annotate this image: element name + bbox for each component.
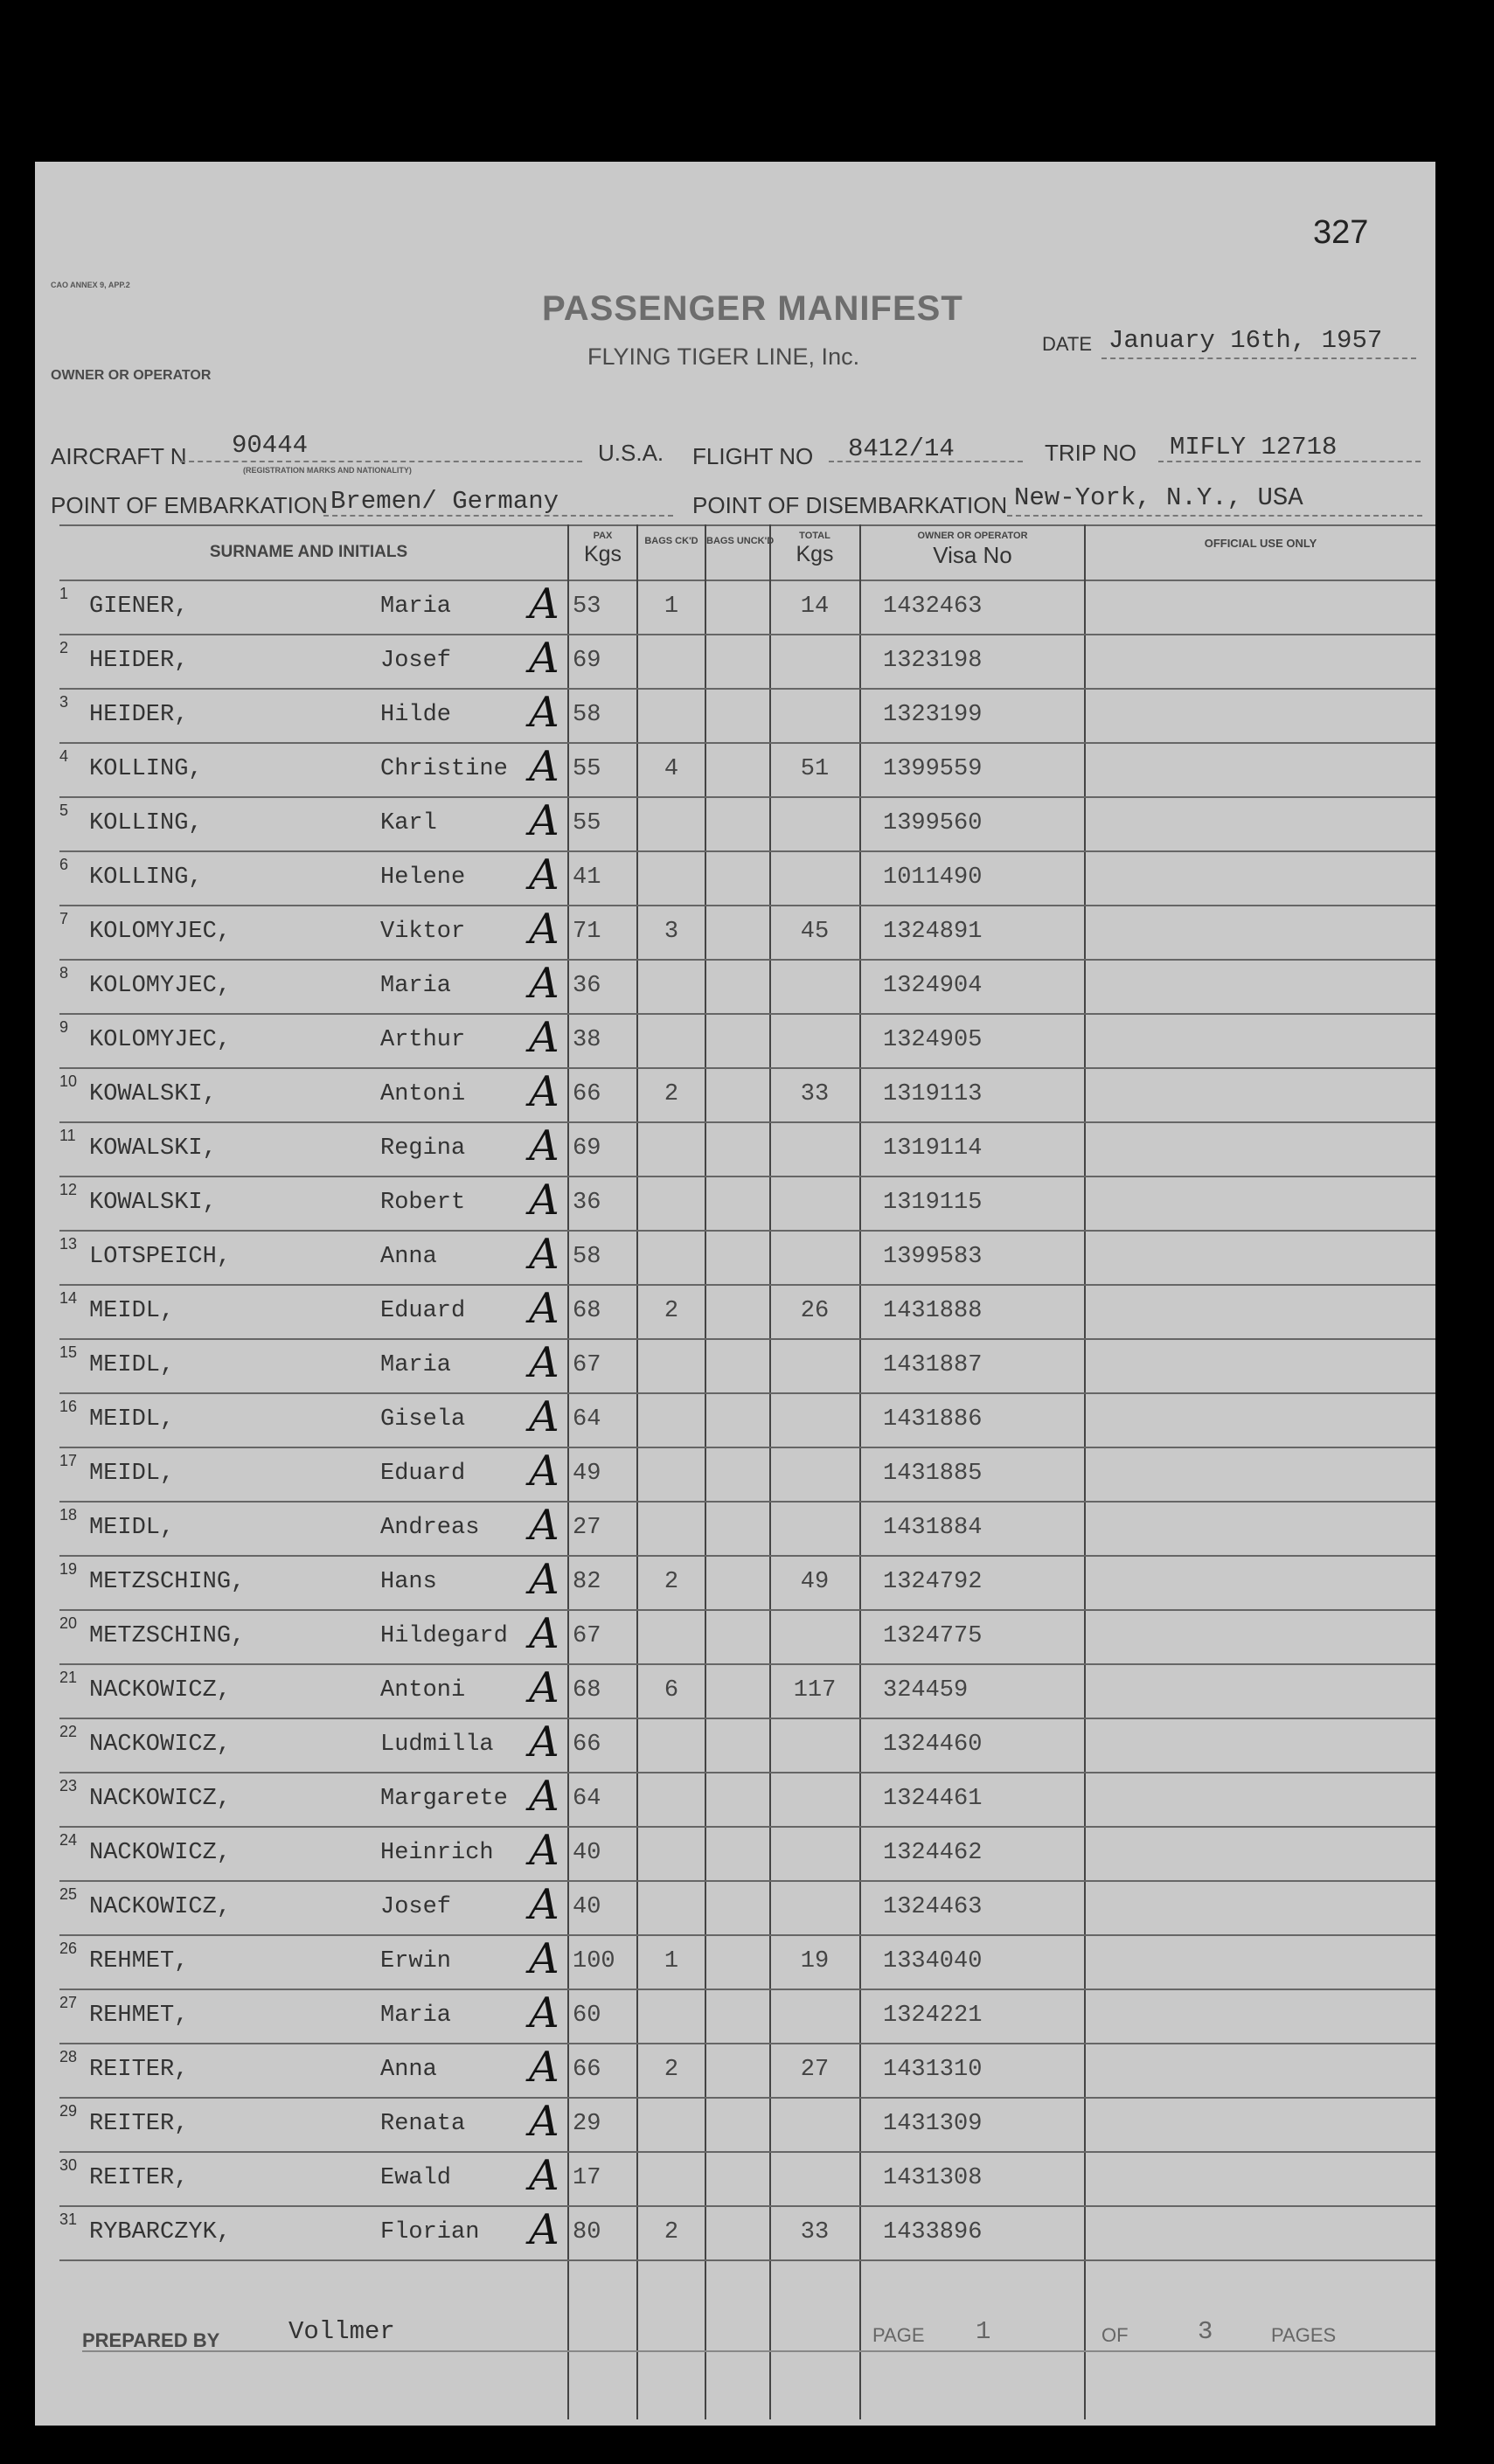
table-row xyxy=(35,1340,1435,1394)
trip-label: TRIP NO xyxy=(1045,440,1136,466)
visa-number: 1399559 xyxy=(883,756,983,782)
passenger-surname: NACKOWICZ, xyxy=(89,1894,232,1920)
bags-checked: 2 xyxy=(664,2057,679,2083)
table-row xyxy=(35,2099,1435,2153)
alien-mark: A xyxy=(529,1013,559,1062)
trip-value: MIFLY 12718 xyxy=(1170,433,1338,462)
baggage-total: 14 xyxy=(800,593,830,620)
visa-number: 1431885 xyxy=(883,1461,983,1487)
passenger-given-name: Anna xyxy=(380,2057,437,2083)
passenger-surname: NACKOWICZ, xyxy=(89,1786,232,1812)
passenger-given-name: Maria xyxy=(380,1352,452,1378)
alien-mark: A xyxy=(529,580,559,628)
row-number: 16 xyxy=(59,1398,78,1415)
passenger-surname: METZSCHING, xyxy=(89,1569,246,1595)
bags-checked: 1 xyxy=(664,593,679,620)
passenger-given-name: Viktor xyxy=(380,919,466,945)
passenger-weight: 49 xyxy=(573,1461,601,1487)
passenger-weight: 67 xyxy=(573,1352,601,1378)
embarkation-underline xyxy=(323,515,673,517)
baggage-total: 19 xyxy=(800,1948,830,1975)
passenger-given-name: Josef xyxy=(380,1894,452,1920)
col-surname-header: SURNAME AND INITIALS xyxy=(209,543,408,561)
alien-mark: A xyxy=(529,1609,559,1658)
passenger-given-name: Karl xyxy=(380,810,437,836)
row-number: 28 xyxy=(59,2048,78,2065)
visa-number: 1431887 xyxy=(883,1352,983,1378)
passenger-given-name: Eduard xyxy=(380,1461,466,1487)
page-label: PAGE xyxy=(872,2324,925,2346)
passenger-surname: LOTSPEICH, xyxy=(89,1244,232,1270)
col-official-header: OFFICIAL USE ONLY xyxy=(1204,537,1317,550)
alien-mark: A xyxy=(529,1501,559,1550)
passenger-weight: 66 xyxy=(573,1732,601,1758)
alien-mark: A xyxy=(529,1338,559,1387)
table-row xyxy=(35,1177,1435,1232)
of-label: OF xyxy=(1101,2324,1129,2346)
passenger-surname: NACKOWICZ, xyxy=(89,1840,232,1866)
col-kgs-header: PAX Kgs xyxy=(583,531,622,566)
passenger-given-name: Ludmilla xyxy=(380,1732,494,1758)
alien-mark: A xyxy=(529,2043,559,2092)
row-number: 10 xyxy=(59,1072,78,1090)
row-number: 25 xyxy=(59,1885,78,1903)
bags-checked: 1 xyxy=(664,1948,679,1975)
passenger-surname: MEIDL, xyxy=(89,1352,175,1378)
alien-mark: A xyxy=(529,1176,559,1225)
alien-mark: A xyxy=(529,959,559,1008)
passenger-weight: 71 xyxy=(573,919,601,945)
country-label: U.S.A. xyxy=(598,440,664,466)
alien-mark: A xyxy=(529,1555,559,1604)
passenger-surname: KOWALSKI, xyxy=(89,1190,217,1216)
table-row xyxy=(35,852,1435,906)
table-top-rule xyxy=(59,524,1435,526)
visa-number: 1324775 xyxy=(883,1623,983,1649)
document-title: PASSENGER MANIFEST xyxy=(542,289,963,328)
table-row xyxy=(35,2044,1435,2099)
passenger-given-name: Eduard xyxy=(380,1298,466,1324)
visa-number: 1334040 xyxy=(883,1948,983,1975)
embarkation-value: Bremen/ Germany xyxy=(330,487,559,516)
baggage-total: 27 xyxy=(800,2057,830,2083)
bags-checked: 2 xyxy=(664,1298,679,1324)
row-number: 9 xyxy=(59,1018,69,1036)
passenger-surname: KOWALSKI, xyxy=(89,1135,217,1162)
row-number: 31 xyxy=(59,2211,78,2228)
passenger-given-name: Margarete xyxy=(380,1786,508,1812)
visa-number: 1319114 xyxy=(883,1135,983,1162)
visa-number: 1432463 xyxy=(883,593,983,620)
table-row xyxy=(35,1611,1435,1665)
visa-number: 1323198 xyxy=(883,648,983,674)
page-value: 1 xyxy=(976,2317,991,2346)
baggage-total: 33 xyxy=(800,1081,830,1107)
flight-label: FLIGHT NO xyxy=(692,443,814,469)
visa-number: 1011490 xyxy=(883,864,983,891)
row-number: 4 xyxy=(59,747,69,765)
bags-checked: 2 xyxy=(664,1569,679,1595)
table-row xyxy=(35,1448,1435,1503)
passenger-surname: REITER, xyxy=(89,2165,189,2191)
bags-checked: 2 xyxy=(664,1081,679,1107)
row-number: 3 xyxy=(59,693,69,711)
alien-mark: A xyxy=(529,2205,559,2254)
disembarkation-underline xyxy=(1007,515,1422,517)
row-number: 11 xyxy=(59,1127,76,1144)
visa-number: 1324221 xyxy=(883,2002,983,2029)
col-bags-unckd-header: BAGS UNCK'D xyxy=(706,536,775,546)
operator-name: FLYING TIGER LINE, Inc. xyxy=(587,344,860,370)
passenger-weight: 55 xyxy=(573,756,601,782)
row-number: 24 xyxy=(59,1831,78,1849)
passenger-surname: KOLOMYJEC, xyxy=(89,973,232,999)
table-row xyxy=(35,690,1435,744)
visa-number: 1431888 xyxy=(883,1298,983,1324)
prepared-by-value: Vollmer xyxy=(288,2317,395,2346)
passenger-surname: MEIDL, xyxy=(89,1406,175,1433)
alien-mark: A xyxy=(529,1989,559,2037)
row-number: 30 xyxy=(59,2156,78,2174)
passenger-surname: KOLLING, xyxy=(89,864,203,891)
alien-mark: A xyxy=(529,850,559,899)
visa-number: 324459 xyxy=(883,1677,969,1704)
passenger-surname: REHMET, xyxy=(89,1948,189,1975)
row-number: 14 xyxy=(59,1289,78,1307)
of-value: 3 xyxy=(1198,2317,1213,2346)
alien-mark: A xyxy=(529,796,559,845)
passenger-given-name: Heinrich xyxy=(380,1840,494,1866)
table-row xyxy=(35,1936,1435,1990)
aircraft-value: 90444 xyxy=(232,431,309,460)
table-row xyxy=(35,1394,1435,1448)
alien-mark: A xyxy=(529,742,559,791)
alien-mark: A xyxy=(529,905,559,954)
visa-number: 1324792 xyxy=(883,1569,983,1595)
bags-checked: 6 xyxy=(664,1677,679,1704)
passenger-weight: 27 xyxy=(573,1515,601,1541)
registration-note: (REGISTRATION MARKS AND NATIONALITY) xyxy=(243,466,412,475)
row-number: 27 xyxy=(59,1994,78,2011)
passenger-weight: 36 xyxy=(573,973,601,999)
table-row xyxy=(35,1232,1435,1286)
passenger-weight: 40 xyxy=(573,1894,601,1920)
passenger-surname: REHMET, xyxy=(89,2002,189,2029)
alien-mark: A xyxy=(529,1447,559,1496)
passenger-weight: 38 xyxy=(573,1027,601,1053)
alien-mark: A xyxy=(529,1121,559,1170)
visa-number: 1324904 xyxy=(883,973,983,999)
passenger-weight: 58 xyxy=(573,1244,601,1270)
passenger-weight: 80 xyxy=(573,2219,601,2245)
passenger-given-name: Helene xyxy=(380,864,466,891)
visa-number: 1433896 xyxy=(883,2219,983,2245)
passenger-weight: 68 xyxy=(573,1298,601,1324)
passenger-given-name: Hildegard xyxy=(380,1623,508,1649)
passenger-surname: RYBARCZYK, xyxy=(89,2219,232,2245)
passenger-weight: 29 xyxy=(573,2111,601,2137)
passenger-weight: 64 xyxy=(573,1406,601,1433)
date-label: DATE xyxy=(1042,333,1093,355)
alien-mark: A xyxy=(529,1826,559,1875)
table-row xyxy=(35,906,1435,961)
footer-rule xyxy=(82,2350,1435,2352)
visa-number: 1431884 xyxy=(883,1515,983,1541)
visa-number: 1324905 xyxy=(883,1027,983,1053)
passenger-weight: 36 xyxy=(573,1190,601,1216)
baggage-total: 117 xyxy=(793,1677,837,1704)
baggage-total: 45 xyxy=(800,919,830,945)
date-underline xyxy=(1101,357,1416,359)
visa-number: 1323199 xyxy=(883,702,983,728)
bags-checked: 2 xyxy=(664,2219,679,2245)
passenger-given-name: Maria xyxy=(380,593,452,620)
passenger-weight: 66 xyxy=(573,2057,601,2083)
table-row xyxy=(35,1773,1435,1828)
visa-number: 1431886 xyxy=(883,1406,983,1433)
bags-checked: 3 xyxy=(664,919,679,945)
col-bags-ckd-header: BAGS CK'D xyxy=(644,536,698,546)
passenger-given-name: Josef xyxy=(380,648,452,674)
flight-value: 8412/14 xyxy=(848,434,955,463)
row-number: 8 xyxy=(59,964,69,982)
baggage-total: 26 xyxy=(800,1298,830,1324)
table-row xyxy=(35,961,1435,1015)
page-number: 327 xyxy=(1313,214,1369,251)
passenger-given-name: Regina xyxy=(380,1135,466,1162)
visa-number: 1319113 xyxy=(883,1081,983,1107)
passenger-given-name: Gisela xyxy=(380,1406,466,1433)
row-number: 19 xyxy=(59,1560,78,1578)
disembarkation-value: New-York, N.Y., USA xyxy=(1014,483,1303,512)
passenger-weight: 69 xyxy=(573,648,601,674)
alien-mark: A xyxy=(529,1230,559,1279)
passenger-weight: 53 xyxy=(573,593,601,620)
alien-mark: A xyxy=(529,1284,559,1333)
row-number: 2 xyxy=(59,639,69,656)
alien-mark: A xyxy=(529,1718,559,1766)
passenger-weight: 41 xyxy=(573,864,601,891)
table-row xyxy=(35,744,1435,798)
passenger-given-name: Maria xyxy=(380,2002,452,2029)
row-rule xyxy=(59,2259,1435,2261)
alien-mark: A xyxy=(529,1392,559,1441)
visa-number: 1324463 xyxy=(883,1894,983,1920)
passenger-given-name: Robert xyxy=(380,1190,466,1216)
alien-mark: A xyxy=(529,1880,559,1929)
passenger-surname: NACKOWICZ, xyxy=(89,1677,232,1704)
table-row xyxy=(35,798,1435,852)
row-number: 17 xyxy=(59,1452,78,1469)
table-row xyxy=(35,581,1435,635)
passenger-weight: 55 xyxy=(573,810,601,836)
table-row xyxy=(35,1286,1435,1340)
table-row xyxy=(35,1828,1435,1882)
passenger-given-name: Arthur xyxy=(380,1027,466,1053)
row-number: 26 xyxy=(59,1940,78,1957)
table-row xyxy=(35,1719,1435,1773)
passenger-weight: 17 xyxy=(573,2165,601,2191)
passenger-surname: HEIDER, xyxy=(89,702,189,728)
table-row xyxy=(35,2207,1435,2261)
aircraft-label: AIRCRAFT N xyxy=(51,443,187,469)
passenger-given-name: Antoni xyxy=(380,1081,466,1107)
table-row xyxy=(35,1882,1435,1936)
passenger-given-name: Anna xyxy=(380,1244,437,1270)
row-number: 21 xyxy=(59,1669,78,1686)
prepared-by-label: PREPARED BY xyxy=(82,2329,220,2351)
alien-mark: A xyxy=(529,1772,559,1821)
row-number: 15 xyxy=(59,1343,78,1361)
alien-mark: A xyxy=(529,1067,559,1116)
pages-label: PAGES xyxy=(1271,2324,1337,2346)
visa-number: 1431309 xyxy=(883,2111,983,2137)
col-total-header: TOTAL Kgs xyxy=(796,531,834,566)
flight-underline xyxy=(829,461,1023,462)
row-number: 22 xyxy=(59,1723,78,1740)
table-row xyxy=(35,1069,1435,1123)
row-number: 12 xyxy=(59,1181,78,1198)
passenger-weight: 66 xyxy=(573,1081,601,1107)
passenger-surname: KOWALSKI, xyxy=(89,1081,217,1107)
table-row xyxy=(35,635,1435,690)
baggage-total: 33 xyxy=(800,2219,830,2245)
passenger-surname: MEIDL, xyxy=(89,1515,175,1541)
alien-mark: A xyxy=(529,2151,559,2200)
embarkation-label: POINT OF EMBARKATION xyxy=(51,492,328,518)
row-number: 20 xyxy=(59,1614,78,1632)
passenger-surname: MEIDL, xyxy=(89,1461,175,1487)
passenger-given-name: Hans xyxy=(380,1569,437,1595)
passenger-surname: KOLOMYJEC, xyxy=(89,1027,232,1053)
manifest-sheet xyxy=(35,162,1435,2426)
visa-number: 1399560 xyxy=(883,810,983,836)
visa-number: 1431308 xyxy=(883,2165,983,2191)
row-number: 7 xyxy=(59,910,69,927)
form-reference: CAO ANNEX 9, APP.2 xyxy=(51,281,130,289)
table-row xyxy=(35,1015,1435,1069)
passenger-surname: KOLLING, xyxy=(89,756,203,782)
passenger-given-name: Antoni xyxy=(380,1677,466,1704)
visa-number: 1399583 xyxy=(883,1244,983,1270)
passenger-given-name: Christine xyxy=(380,756,508,782)
visa-number: 1324460 xyxy=(883,1732,983,1758)
col-owner-header: OWNER OR OPERATOR Visa No xyxy=(917,531,1028,568)
baggage-total: 49 xyxy=(800,1569,830,1595)
owner-operator-label: OWNER OR OPERATOR xyxy=(51,368,212,383)
row-number: 18 xyxy=(59,1506,78,1524)
alien-mark: A xyxy=(529,2097,559,2146)
visa-number: 1431310 xyxy=(883,2057,983,2083)
passenger-given-name: Hilde xyxy=(380,702,452,728)
row-number: 5 xyxy=(59,802,69,819)
baggage-total: 51 xyxy=(800,756,830,782)
passenger-weight: 64 xyxy=(573,1786,601,1812)
alien-mark: A xyxy=(529,634,559,683)
passenger-weight: 100 xyxy=(573,1948,615,1975)
passenger-given-name: Florian xyxy=(380,2219,480,2245)
table-row xyxy=(35,1557,1435,1611)
aircraft-underline xyxy=(180,461,582,462)
visa-number: 1324461 xyxy=(883,1786,983,1812)
passenger-weight: 82 xyxy=(573,1569,601,1595)
trip-underline xyxy=(1158,461,1421,462)
passenger-given-name: Ewald xyxy=(380,2165,452,2191)
passenger-given-name: Erwin xyxy=(380,1948,452,1975)
passenger-surname: NACKOWICZ, xyxy=(89,1732,232,1758)
table-row xyxy=(35,1123,1435,1177)
passenger-given-name: Andreas xyxy=(380,1515,480,1541)
passenger-weight: 67 xyxy=(573,1623,601,1649)
passenger-weight: 60 xyxy=(573,2002,601,2029)
passenger-surname: REITER, xyxy=(89,2111,189,2137)
date-value: January 16th, 1957 xyxy=(1108,326,1383,355)
row-number: 1 xyxy=(59,585,69,602)
passenger-surname: METZSCHING, xyxy=(89,1623,246,1649)
row-number: 23 xyxy=(59,1777,78,1794)
row-number: 29 xyxy=(59,2102,78,2120)
visa-number: 1319115 xyxy=(883,1190,983,1216)
bags-checked: 4 xyxy=(664,756,679,782)
passenger-weight: 69 xyxy=(573,1135,601,1162)
passenger-surname: KOLLING, xyxy=(89,810,203,836)
passenger-surname: MEIDL, xyxy=(89,1298,175,1324)
visa-number: 1324462 xyxy=(883,1840,983,1866)
row-number: 6 xyxy=(59,856,69,873)
passenger-given-name: Renata xyxy=(380,2111,466,2137)
table-row xyxy=(35,1990,1435,2044)
passenger-weight: 68 xyxy=(573,1677,601,1704)
alien-mark: A xyxy=(529,1934,559,1983)
passenger-surname: HEIDER, xyxy=(89,648,189,674)
table-row xyxy=(35,2153,1435,2207)
alien-mark: A xyxy=(529,1663,559,1712)
passenger-weight: 40 xyxy=(573,1840,601,1866)
passenger-surname: KOLOMYJEC, xyxy=(89,919,232,945)
passenger-surname: REITER, xyxy=(89,2057,189,2083)
row-number: 13 xyxy=(59,1235,78,1253)
disembarkation-label: POINT OF DISEMBARKATION xyxy=(692,492,1008,518)
alien-mark: A xyxy=(529,688,559,737)
table-row xyxy=(35,1665,1435,1719)
table-row xyxy=(35,1503,1435,1557)
visa-number: 1324891 xyxy=(883,919,983,945)
passenger-surname: GIENER, xyxy=(89,593,189,620)
passenger-weight: 58 xyxy=(573,702,601,728)
passenger-given-name: Maria xyxy=(380,973,452,999)
